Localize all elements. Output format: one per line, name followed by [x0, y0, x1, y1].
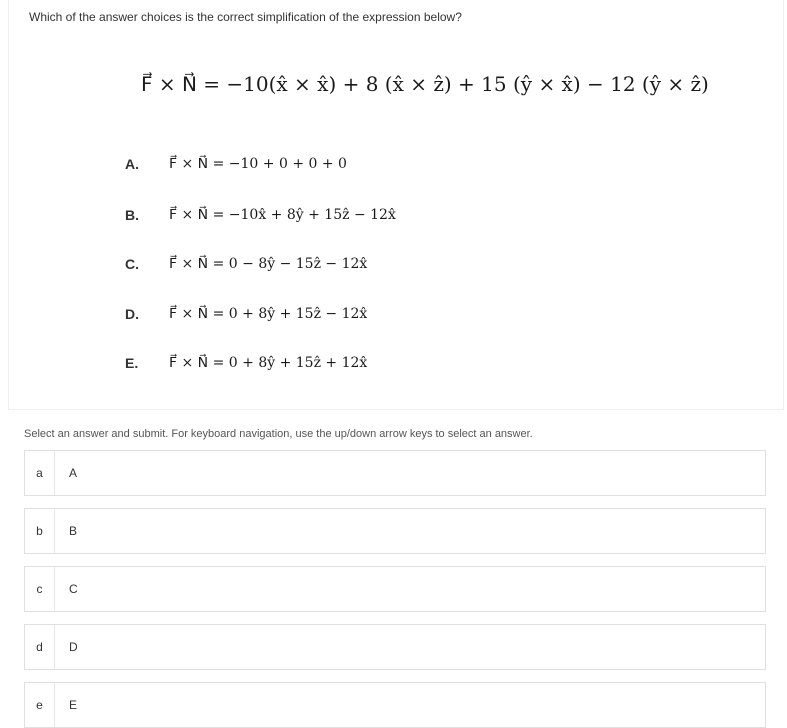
choice-row-c — [125, 254, 367, 274]
option-key: e — [25, 683, 55, 727]
choice-letter: D. — [125, 306, 139, 322]
answer-option-a[interactable] — [24, 450, 766, 496]
choice-letter: E. — [125, 355, 139, 371]
option-key: c — [25, 567, 55, 611]
answer-option-b[interactable] — [24, 508, 766, 554]
option-label: C — [69, 582, 78, 596]
choice-row-b — [125, 205, 396, 225]
option-label: B — [69, 524, 78, 538]
answer-instructions: Select an answer and submit. For keyboard navigation, use the up/down arrow keys to select an answer. — [24, 428, 533, 440]
option-key: d — [25, 625, 55, 669]
choice-expression: F⃗ × N⃗ = 0 − 8ŷ − 15ẑ − 12x̂ — [169, 256, 368, 272]
choice-row-a — [125, 154, 347, 174]
answer-option-c[interactable] — [24, 566, 766, 612]
choice-expression: F⃗ × N⃗ = −10 + 0 + 0 + 0 — [169, 156, 347, 172]
choice-expression: F⃗ × N⃗ = −10x̂ + 8ŷ + 15ẑ − 12x̂ — [169, 207, 396, 223]
question-prompt: Which of the answer choices is the correct simplification of the expression below? — [29, 10, 462, 24]
option-label: E — [69, 698, 78, 712]
choice-letter: B. — [125, 207, 139, 223]
option-label: A — [69, 466, 78, 480]
option-key: b — [25, 509, 55, 553]
answer-option-d[interactable] — [24, 624, 766, 670]
option-key: a — [25, 451, 55, 495]
option-label: D — [69, 640, 78, 654]
choice-row-d — [125, 304, 367, 324]
choice-expression: F⃗ × N⃗ = 0 + 8ŷ + 15ẑ + 12x̂ — [169, 355, 368, 371]
choice-expression: F⃗ × N⃗ = 0 + 8ŷ + 15ẑ − 12x̂ — [169, 306, 368, 322]
choice-row-e — [125, 353, 367, 373]
choice-letter: C. — [125, 256, 139, 272]
choice-letter: A. — [125, 156, 139, 172]
question-card — [8, 0, 784, 410]
main-equation: F⃗ × N⃗ = −10(x̂ × x̂) + 8 (x̂ × ẑ) + 15 (ŷ × x̂) − 12 (ŷ × ẑ) — [141, 72, 709, 96]
answer-option-e[interactable] — [24, 682, 766, 728]
